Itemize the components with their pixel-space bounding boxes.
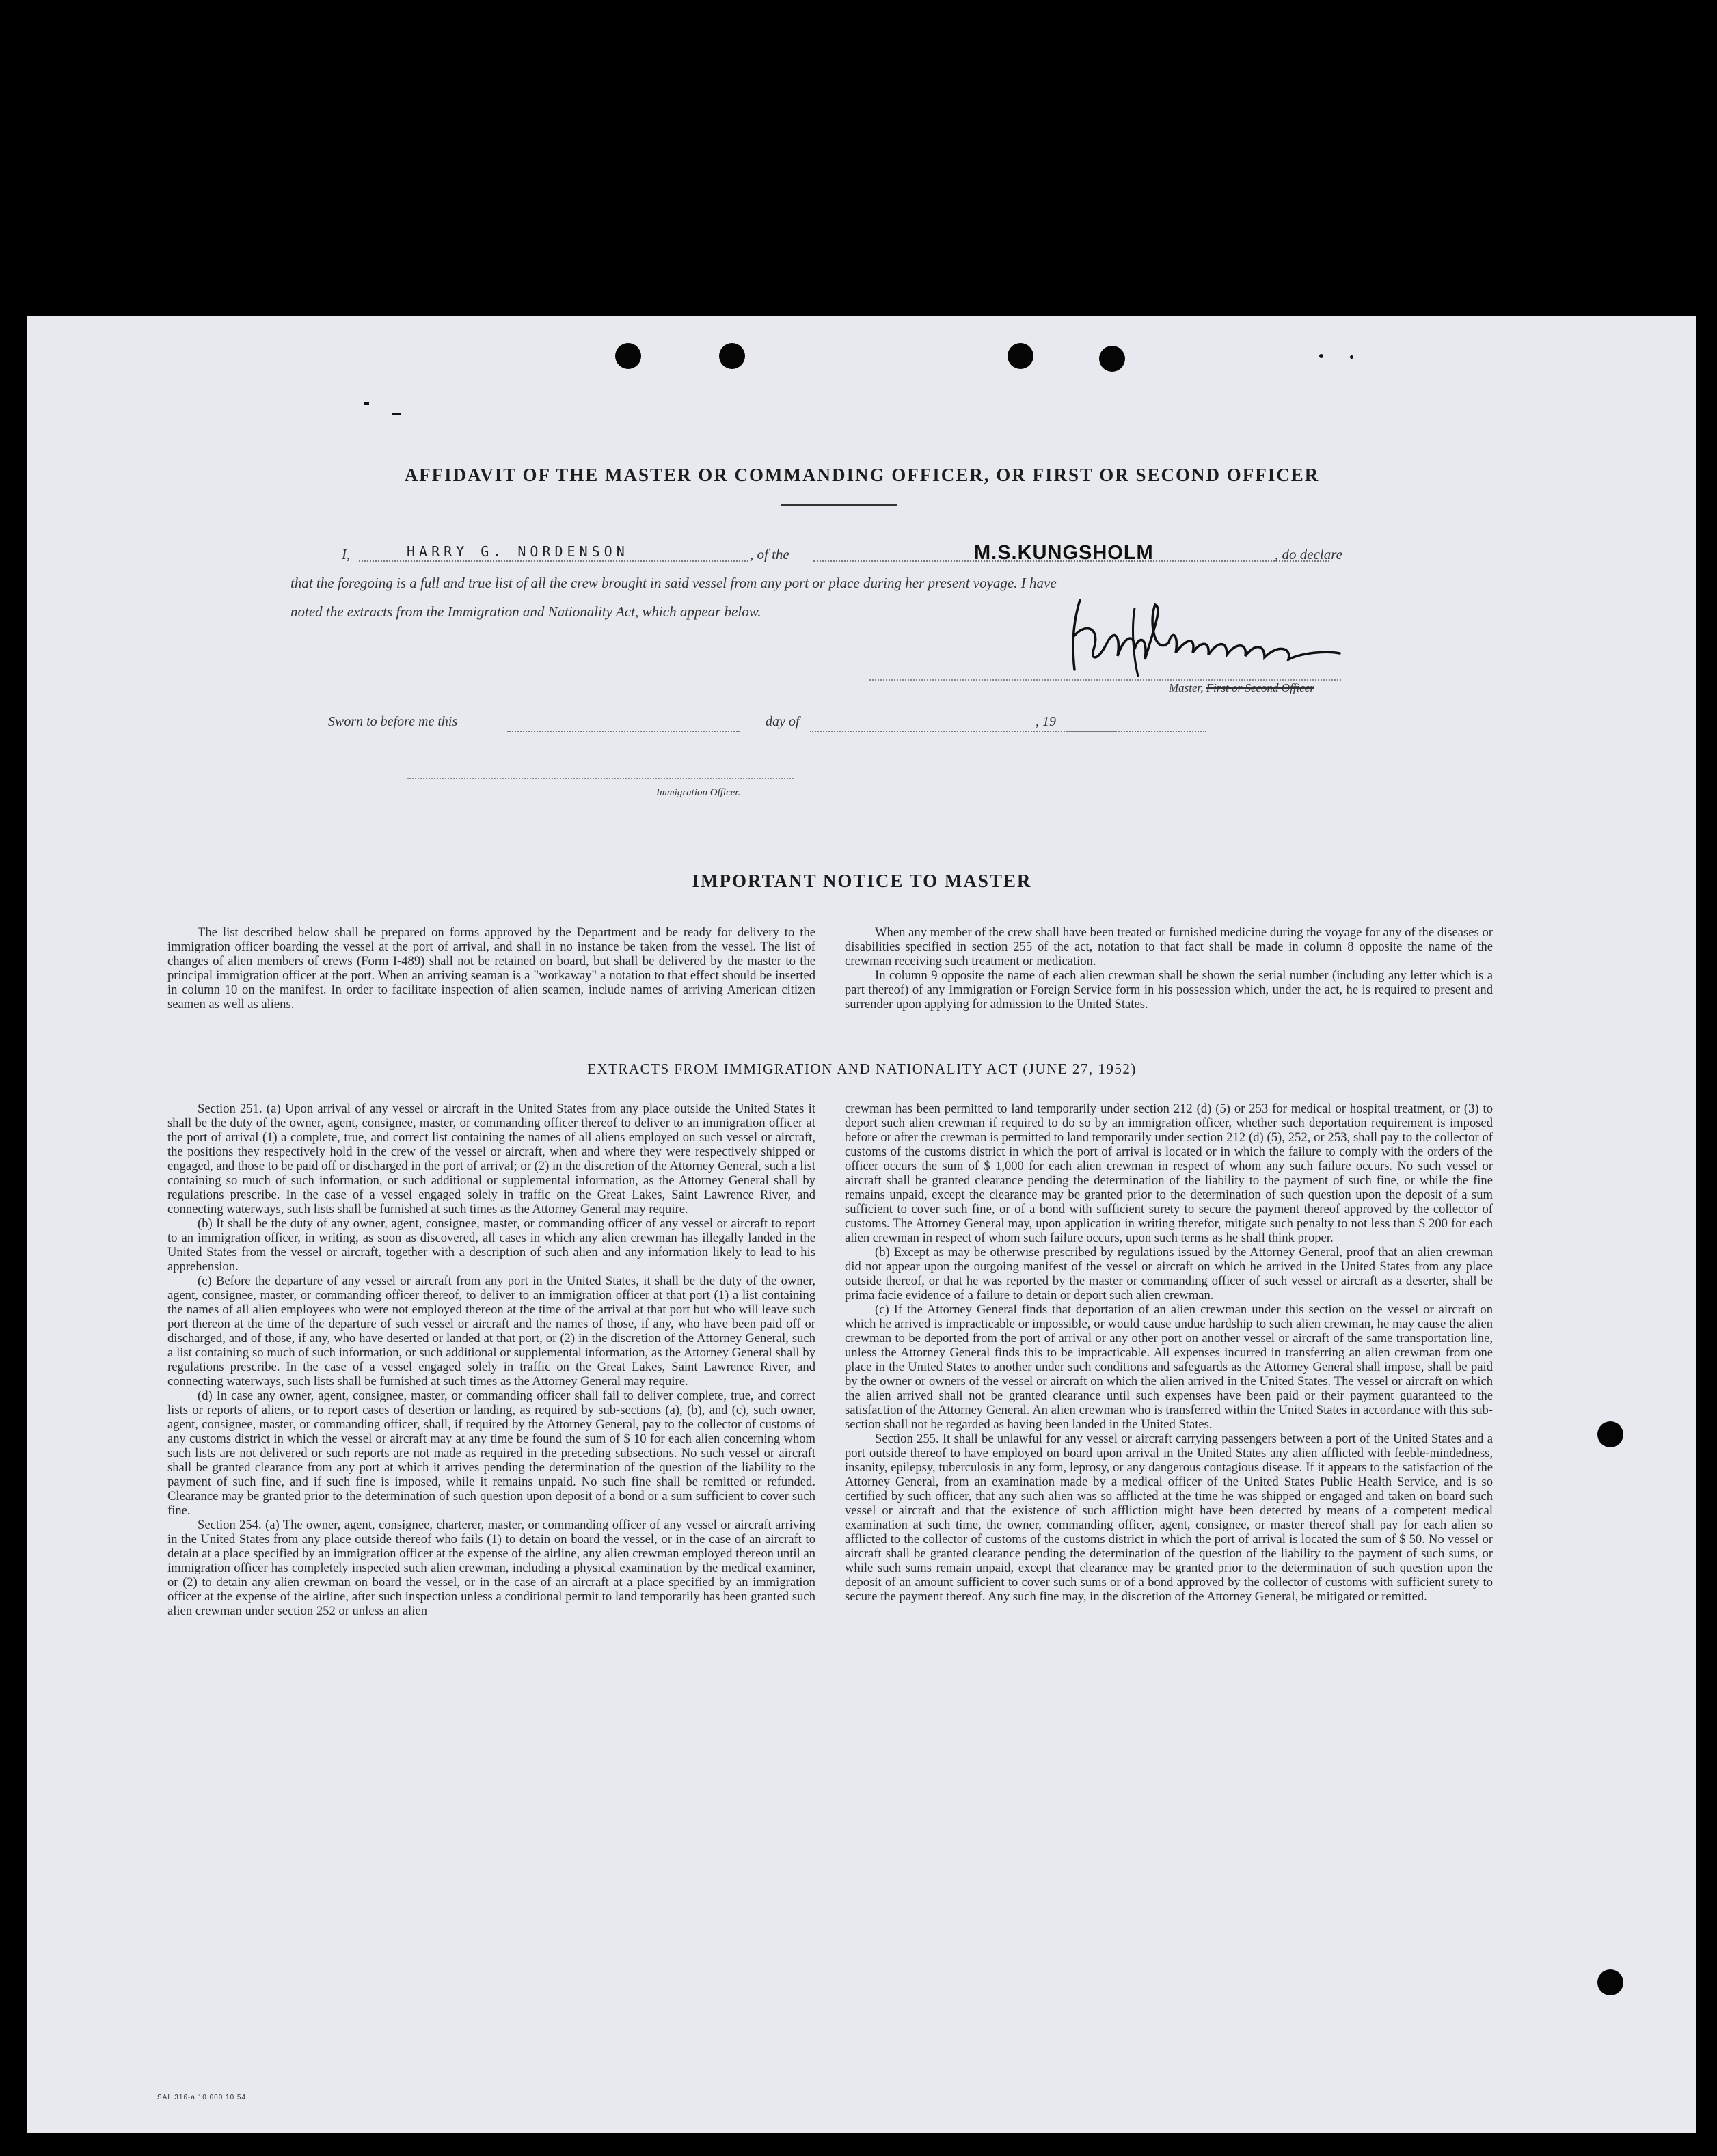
punch-hole [615, 343, 641, 369]
extract-paragraph: Section 254. (a) The owner, agent, consignee, charterer, master, or commanding officer of any vessel or aircraft arriving in the United States from any place outside thereof who fails (1) to detain on board the vessel, or in the case of an aircraft to detain at a place specified by an immigration officer at the expense of the airline, any alien crewman employed thereon until an immigration officer has completely inspected such alien crewman, including a physical examination by the medical examiner, or (2) to detain any alien crewman on board the vessel, or in the case of an aircraft at a place specified by an immigration officer at the expense of the airline, after such inspection unless a conditional permit to land temporarily has been granted such alien crewman under section 252 or unless an alien [167, 1518, 815, 1618]
extract-paragraph: crewman has been permitted to land temporarily under section 212 (d) (5) or 253 for medical or hospital treatment, or (3) to deport such alien crewman if required to do so by an immigration officer, whether such deportation requirement is imposed before or after the crewman is permitted to land temporarily under section 212 (d) (5), 252, or 253, shall pay to the collector of customs of the customs district in which the port of arrival is located or in which the failure to comply with the orders of the officer occurs the sum of $ 1,000 for each alien crewman in respect of whom any such failure occurs. No such vessel or aircraft shall be granted clearance pending the determination of the liability to the payment of such fine, or while the fine remains unpaid, except the clearance may be granted prior to the determination of such question upon the deposit of a sum sufficient to cover such fine, or of a bond with sufficient surety to secure the payment thereof approved by the collector of customs. The Attorney General may, upon application in writing therefor, mitigate such penalty to not less than $ 200 for each alien crewman in respect of whom such failure occurs, upon such terms as he shall think proper. [845, 1102, 1493, 1245]
declaration-line-3: noted the extracts from the Immigration and Nationality Act, which appear below. [290, 603, 761, 620]
extract-paragraph: (b) Except as may be otherwise prescribed by regulations issued by the Attorney General, proof that an alien crewman did not appear upon the outgoing manifest of the vessel or aircraft on which he arrived in the United States from any place outside thereof, or that he was reported by the master or commanding officer of such vessel or aircraft as a deserter, shall be prima facie evidence of a failure to detain or deport such alien crewman. [845, 1245, 1493, 1302]
of-the-label: , of the [750, 546, 789, 562]
punch-hole [1597, 1969, 1623, 1995]
extracts-left-column [167, 1102, 815, 1618]
extract-paragraph: Section 255. It shall be unlawful for any vessel or aircraft carrying passengers between a port of the United States and a port outside thereof to have employed on board upon arrival in the United States any alien afflicted with feeble-mindedness, insanity, epilepsy, tuberculosis in any form, leprosy, or any dangerous contagious disease. If it appears to the satisfaction of the Attorney General, from an examination made by a medical officer of the United States Public Health Service, and is so certified by such officer, that any such alien was so afflicted at the time he was shipped or engaged and taken on board such vessel or aircraft and that the existence of such affliction might have been detected by means of a competent medical examination at such time, the owner, commanding officer, agent, consignee, or master thereof shall pay for each alien so afflicted to the collector of customs of the customs district in which the port of arrival is located the sum of $ 50. No vessel or aircraft shall be granted clearance pending the determination of the question of the liability to the payment of such sums, or while such sums remain unpaid, except that clearance may be granted prior to the determination of such question upon the deposit of an amount sufficient to cover such sums or of a bond approved by the collector of customs with sufficient surety to secure the payment thereof. Any such fine may, in the discretion of the Attorney General, be mitigated or remitted. [845, 1432, 1493, 1604]
form-number-footer: SAL 316-a 10.000 10 54 [157, 2094, 247, 2101]
punch-hole [719, 343, 745, 369]
extracts-title: EXTRACTS FROM IMMIGRATION AND NATIONALITY ACT (JUNE 27, 1952) [587, 1061, 1137, 1077]
punch-hole [1099, 346, 1125, 372]
declaration-line-2: that the foregoing is a full and true list of all the crew brought in said vessel from any port or place during her present voyage. I have [290, 575, 1057, 591]
speck [364, 402, 369, 405]
immigration-officer-line [407, 778, 794, 779]
notice-paragraph: The list described below shall be prepared on forms approved by the Department and be ready for delivery to the immigration officer boarding the vessel at the port of arrival, and shall in no instance be taken from the vessel. The list of changes of alien members of crews (Form I-489) shall not be retained on board, but shall be delivered by the master to the principal immigration officer at the port. When an arriving seaman is a "workaway" a notation to that effect should be inserted in column 10 on the manifest. In order to facilitate inspection of alien seamen, include names of arriving American citizen seamen as well as aliens. [167, 925, 815, 1011]
prefix-i: I, [342, 546, 351, 562]
master-label: Master, [1169, 681, 1206, 694]
day-blank [810, 714, 1206, 732]
speck [1319, 354, 1323, 358]
signature-caption [1169, 681, 1314, 695]
extract-paragraph: (c) If the Attorney General finds that deportation of an alien crewman under this section on the vessel or aircraft on which he arrived is impracticable or impossible, or would cause undue hardship to such alien crewman, he may cause the alien crewman to be deported from the port of arrival or any other port on another vessel or aircraft of the same transportation line, unless the Attorney General finds this to be impracticable. All expenses incurred in transferring an alien crewman from one place in the United States to another under such conditions and safeguards as the Attorney General shall impose, shall be paid by the owner or owners of the vessel or aircraft on which the alien arrived in the United States. The vessel or aircraft on which the alien arrived shall not be granted clearance until such expenses have been paid or their payment guaranteed to the satisfaction of the Attorney General. An alien crewman who is transferred within the United States in accordance with this sub-section shall not be regarded as having been landed in the United States. [845, 1302, 1493, 1432]
notice-right-column [845, 925, 1493, 1011]
day-of-label: day of [766, 714, 800, 729]
notice-title: IMPORTANT NOTICE TO MASTER [692, 871, 1032, 891]
master-name: HARRY G. NORDENSON [407, 543, 629, 560]
notice-paragraph: When any member of the crew shall have been treated or furnished medicine during the voyage for any of the diseases or disabilities specified in section 255 of the act, notation to that fact shall be made in column 8 opposite the name of the crewman receiving such treatment or medication. [845, 925, 1493, 968]
sworn-label: Sworn to before me this [328, 714, 458, 729]
signature-line [869, 679, 1341, 681]
extract-paragraph: (d) In case any owner, agent, consignee, master, or commanding officer shall fail to deliver complete, true, and correct lists or reports of aliens, or to report cases of desertion or landing, as required by sub-sections (a), (b), and (c), such owner, agent, consignee, master, or commanding officer, shall, if required by the Attorney General, pay to the collector of customs of any customs district in which the vessel or aircraft may at any time be found the sum of $ 10 for each alien concerning whom such lists are not delivered or such reports are not made as required in the preceding subsections. No such vessel or aircraft shall be granted clearance from any port at which it arrives pending the determination of the question of the liability to the payment of such fine, and if such fine is imposed, while it remains unpaid. No such fine shall be remitted or refunded. Clearance may be granted prior to the determination of such question upon deposit of a bond or a sum sufficient to cover such fine. [167, 1389, 815, 1518]
notice-left-column [167, 925, 815, 1011]
speck [392, 413, 401, 415]
punch-hole [1597, 1421, 1623, 1447]
sworn-line [328, 714, 1148, 739]
sworn-blank [507, 714, 740, 732]
struck-officer-label: First or Second Officer [1206, 681, 1314, 694]
immigration-officer-caption: Immigration Officer. [656, 787, 741, 798]
vessel-name: M.S.KUNGSHOLM [974, 542, 1154, 564]
declaration-line-1 [290, 540, 1370, 569]
year-blank [1068, 714, 1116, 732]
year-label: , 19 [1036, 714, 1056, 729]
affidavit-title: AFFIDAVIT OF THE MASTER OR COMMANDING OFFICER, OR FIRST OR SECOND OFFICER [404, 465, 1320, 485]
extracts-right-column [845, 1102, 1493, 1604]
punch-hole [1008, 343, 1033, 369]
extract-paragraph: Section 251. (a) Upon arrival of any vessel or aircraft in the United States from any place outside the United States it shall be the duty of the owner, agent, consignee, master, or commanding officer thereof to deliver to an immigration officer at the port of arrival (1) a complete, true, and correct list containing the names of all aliens employed on such vessel or aircraft, the positions they respectively hold in the crew of the vessel or aircraft, when and where they were respectively shipped or engaged, and those to be paid off or discharged in the port of arrival; or (2) in the discretion of the Attorney General, such a list containing so much of such information, or such additional or supplemental information, as the Attorney General shall by regulations prescribe. In the case of a vessel engaged solely in traffic on the Great Lakes, Saint Lawrence River, and connecting waterways, such lists shall be furnished at such times as the Attorney General may require. [167, 1102, 815, 1216]
master-signature [1053, 595, 1347, 680]
speck [1350, 355, 1353, 359]
extract-paragraph: (c) Before the departure of any vessel or aircraft from any port in the United States, it shall be the duty of the owner, agent, consignee, master, or commanding officer thereof, to deliver to an immigration officer at that port (1) a list containing the names of all alien employees who were not employed thereon at the time of the arrival at that port but who will leave such port thereon at the time of the departure of such vessel or aircraft and the names of those, if any, who have been paid off or discharged, and of those, if any, who have deserted or landed at that port, or (2) in the discretion of the Attorney General, such a list containing so much of such information, or such additional or supplemental information, as the Attorney General shall by regulations prescribe. In the case of a vessel engaged solely in traffic on the Great Lakes, Saint Lawrence River, and connecting waterways, such lists shall be furnished at such times as the Attorney General may require. [167, 1274, 815, 1389]
extract-paragraph: (b) It shall be the duty of any owner, agent, consignee, master, or commanding officer of any vessel or aircraft to report to an immigration officer, in writing, as soon as discovered, all cases in which any alien crewman has illegally landed in the United States from the vessel or aircraft, together with a description of such alien and any information likely to lead to his apprehension. [167, 1216, 815, 1274]
do-declare-label: , do declare [1275, 546, 1342, 562]
notice-paragraph: In column 9 opposite the name of each alien crewman shall be shown the serial number (including any letter which is a part thereof) of any Immigration or Foreign Service form in his possession which, under the act, he is required to present and surrender upon applying for admission to the United States. [845, 968, 1493, 1011]
divider [781, 504, 897, 506]
form-page [27, 316, 1696, 2133]
